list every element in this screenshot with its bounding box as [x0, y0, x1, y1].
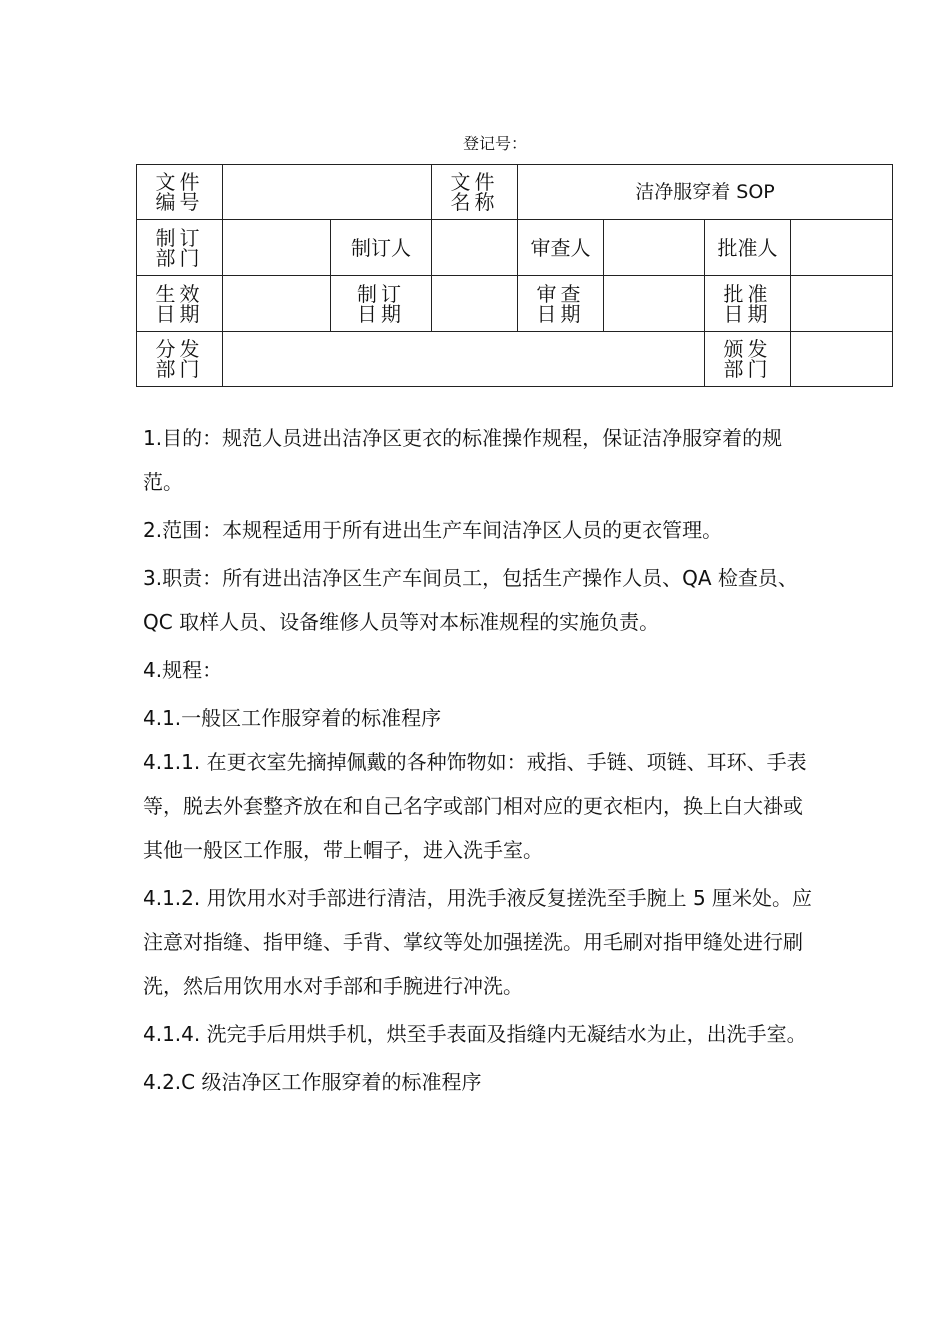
purpose-paragraph: 1.目的：规范人员进出洁净区更衣的标准操作规程，保证洁净服穿着的规范。	[143, 426, 783, 494]
review-date-value	[604, 276, 705, 332]
step-4-1-1: 4.1.1. 在更衣室先摘掉佩戴的各种饰物如：戒指、手链、项链、耳环、手表等，脱去外套整齐放在和自己名字或部门相对应的更衣柜内，换上白大褂或其他一般区工作服，带上帽子，进入洗手室。	[143, 750, 807, 862]
issuer-label: 颁发 部门	[705, 332, 791, 387]
reviewer-label: 审查人	[518, 220, 604, 276]
doc-name-value: 洁净服穿着 SOP	[518, 165, 893, 220]
effective-date-value	[223, 276, 331, 332]
distribution-value	[223, 332, 705, 387]
doc-no-label: 文件 编号	[137, 165, 223, 220]
section-heading-4-1: 4.1.一般区工作服穿着的标准程序	[143, 706, 442, 730]
document-header-table	[136, 164, 893, 387]
step-4-1-2: 4.1.2. 用饮用水对手部进行清洁，用洗手液反复搓洗至手腕上 5 厘米处。应注意对指缝、指甲缝、手背、掌纹等处加强搓洗。用毛刷对指甲缝处进行刷洗，然后用饮用水对手部和手腕进行冲洗。	[143, 886, 813, 998]
issuer-value	[791, 332, 893, 387]
dept-label: 制订 部门	[137, 220, 223, 276]
review-date-label: 审查 日期	[518, 276, 604, 332]
approve-date-value	[791, 276, 893, 332]
approve-date-label: 批准 日期	[705, 276, 791, 332]
distribution-label: 分发 部门	[137, 332, 223, 387]
approver-value	[791, 220, 893, 276]
doc-name-label: 文件 名称	[432, 165, 518, 220]
author-date-label: 制订 日期	[331, 276, 432, 332]
dept-value	[223, 220, 331, 276]
author-label: 制订人	[331, 220, 432, 276]
doc-no-value	[223, 165, 432, 220]
section-heading-4-2: 4.2.C 级洁净区工作服穿着的标准程序	[143, 1070, 482, 1094]
effective-date-label: 生效 日期	[137, 276, 223, 332]
document-body	[143, 416, 813, 1104]
registration-label: 登记号：	[462, 134, 527, 153]
author-value	[432, 220, 518, 276]
reviewer-value	[604, 220, 705, 276]
author-date-value	[432, 276, 518, 332]
scope-paragraph: 2.范围：本规程适用于所有进出生产车间洁净区人员的更衣管理。	[143, 518, 723, 542]
step-4-1-4: 4.1.4. 洗完手后用烘手机，烘至手表面及指缝内无凝结水为止，出洗手室。	[143, 1022, 807, 1046]
procedure-heading: 4.规程：	[143, 658, 223, 682]
approver-label: 批准人	[705, 220, 791, 276]
responsibility-paragraph: 3.职责：所有进出洁净区生产车间员工，包括生产操作人员、QA 检查员、QC 取样人员、设备维修人员等对本标准规程的实施负责。	[143, 566, 798, 634]
